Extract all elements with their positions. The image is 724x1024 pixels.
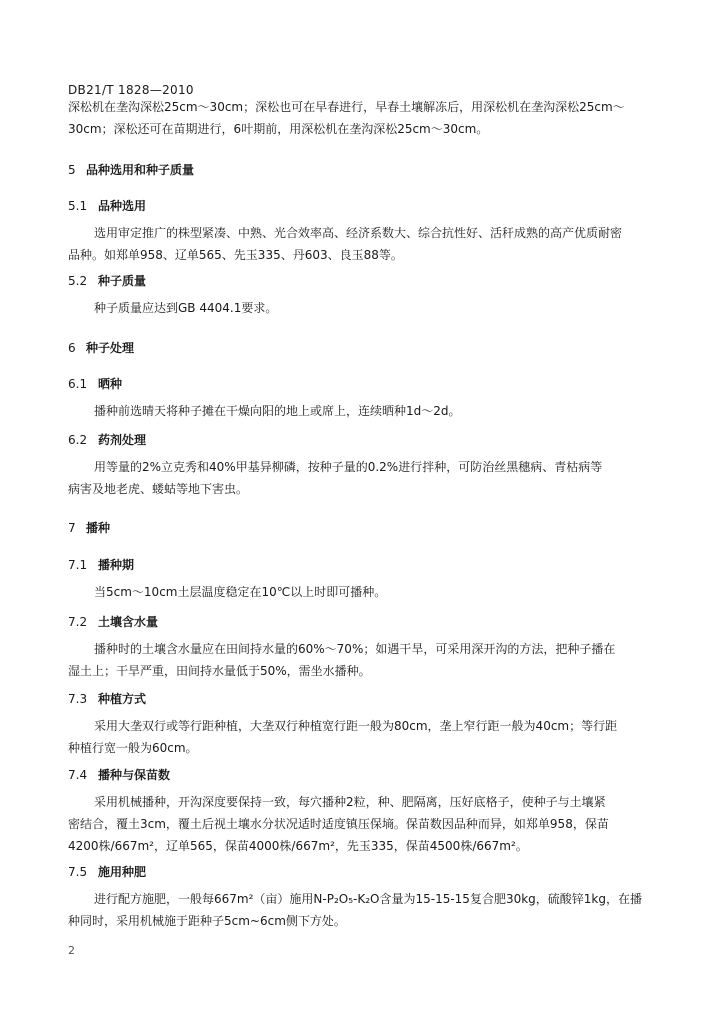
section-5-heading [68, 162, 194, 178]
section-7-1-heading [68, 557, 134, 573]
section-5-2-line-1: 种子质量应达到GB 4404.1要求。 [94, 301, 278, 315]
section-6-heading [68, 340, 134, 356]
section-7-2-title: 土壤含水量 [98, 615, 159, 629]
section-6-1-title: 晒种 [98, 377, 123, 391]
section-6-2-line-2: 病害及地老虎、蝼蛄等地下害虫。 [68, 482, 249, 496]
section-7-4-number: 7.4 [68, 768, 88, 782]
section-6-2-body [68, 456, 642, 500]
section-5-1-line-2: 品种。如郑单958、辽单565、先玉335、丹603、良玉88等。 [68, 248, 403, 262]
section-7-3-line-1: 采用大垄双行或等行距种植，大垄双行种植宽行距一般为80cm，垄上窄行距一般为40cm；等行距 [94, 719, 618, 733]
section-6-1-heading [68, 376, 122, 392]
section-6-1-number: 6.1 [68, 377, 88, 391]
section-7-5-body [68, 888, 642, 932]
section-5-1-heading [68, 198, 146, 214]
section-6-number: 6 [68, 341, 76, 355]
section-7-4-line-3: 4200株/667m²，辽单565，保苗4000株/667m²，先玉335，保苗4500株/667m²。 [68, 839, 528, 853]
section-6-1-line-1: 播种前选晴天将种子摊在干燥向阳的地上或席上，连续晒种1d～2d。 [94, 404, 461, 418]
section-5-number: 5 [68, 163, 76, 177]
section-7-number: 7 [68, 521, 76, 535]
section-7-3-heading [68, 691, 146, 707]
section-5-title: 品种选用和种子质量 [86, 163, 195, 177]
section-7-5-number: 7.5 [68, 865, 88, 879]
section-5-2-number: 5.2 [68, 274, 88, 288]
standard-code: DB21/T 1828—2010 [68, 83, 194, 97]
section-7-title: 播种 [86, 521, 111, 535]
section-7-4-heading [68, 767, 170, 783]
section-7-5-title: 施用种肥 [98, 865, 147, 879]
section-6-title: 种子处理 [86, 341, 135, 355]
page-number: 2 [68, 944, 75, 957]
section-5-1-line-1: 选用审定推广的株型紧凑、中熟、光合效率高、经济系数大、综合抗性好、活秆成熟的高产优质耐密 [94, 226, 623, 240]
section-7-2-line-2: 湿土上；干旱严重，田间持水量低于50%，需坐水播种。 [68, 664, 371, 678]
section-6-2-heading [68, 432, 146, 448]
section-7-3-body [68, 715, 642, 759]
section-7-4-line-1: 采用机械播种，开沟深度要保持一致，每穴播种2粒，种、肥隔离，压好底格子，使种子与土壤紧 [94, 795, 606, 809]
section-7-5-heading [68, 864, 146, 880]
section-5-2-heading [68, 273, 146, 289]
section-5-2-title: 种子质量 [98, 274, 147, 288]
section-5-1-body [68, 222, 642, 266]
section-7-4-title: 播种与保苗数 [98, 768, 171, 782]
section-7-3-number: 7.3 [68, 692, 88, 706]
section-7-5-line-1: 进行配方施肥，一般每667m²（亩）施用N-P₂O₅-K₂O含量为15-15-15复合肥30kg，硫酸锌1kg，在播 [94, 892, 642, 906]
section-7-heading [68, 520, 110, 536]
section-6-2-title: 药剂处理 [98, 433, 147, 447]
intro-paragraph [68, 96, 642, 140]
section-7-3-title: 种植方式 [98, 692, 147, 706]
section-5-1-number: 5.1 [68, 199, 88, 213]
section-7-4-body [68, 791, 642, 857]
section-7-2-heading [68, 614, 158, 630]
section-7-1-number: 7.1 [68, 558, 88, 572]
section-5-2-body [68, 297, 642, 319]
section-6-2-number: 6.2 [68, 433, 88, 447]
section-7-2-body [68, 638, 642, 682]
section-7-1-line-1: 当5cm～10cm土层温度稳定在10℃以上时即可播种。 [94, 585, 387, 599]
section-7-2-number: 7.2 [68, 615, 88, 629]
section-5-1-title: 品种选用 [98, 199, 147, 213]
section-7-2-line-1: 播种时的土壤含水量应在田间持水量的60%～70%；如遇干旱，可采用深开沟的方法，把种子播在 [94, 642, 616, 656]
intro-line-2: 30cm；深松还可在苗期进行，6叶期前，用深松机在垄沟深松25cm～30cm。 [68, 122, 489, 136]
section-7-1-body [68, 581, 642, 603]
section-6-1-body [68, 400, 642, 422]
section-7-3-line-2: 种植行宽一般为60cm。 [68, 741, 198, 755]
section-7-4-line-2: 密结合，覆土3cm，覆土后视土壤水分状况适时适度镇压保墒。保苗数因品种而异，如郑单958，保苗 [68, 817, 609, 831]
intro-line-1: 深松机在垄沟深松25cm～30cm；深松也可在早春进行，早春土壤解冻后，用深松机在垄沟深松25cm～ [68, 100, 625, 114]
section-7-5-line-2: 种同时，采用机械施于距种子5cm~6cm侧下方处。 [68, 914, 346, 928]
section-6-2-line-1: 用等量的2%立克秀和40%甲基异柳磷，按种子量的0.2%进行拌种，可防治丝黑穗病、青枯病等 [94, 460, 603, 474]
section-7-1-title: 播种期 [98, 558, 135, 572]
